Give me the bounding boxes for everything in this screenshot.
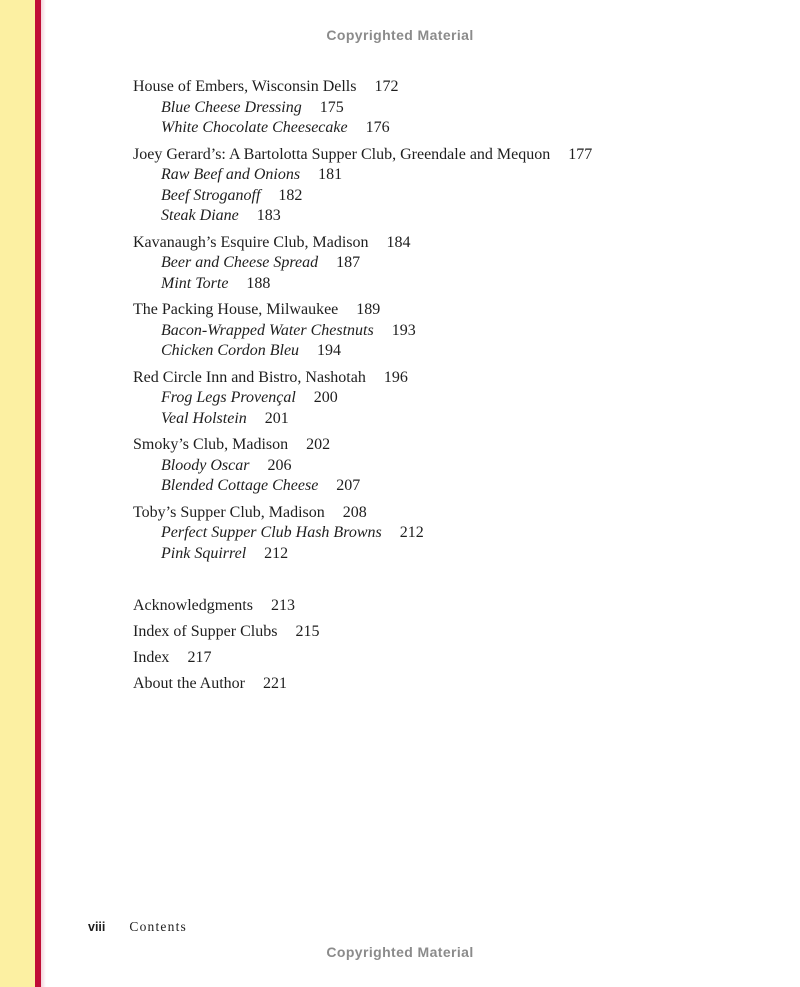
- club-page-number: 172: [374, 78, 399, 95]
- toc-entry-recipe: [133, 523, 770, 544]
- toc-entry-recipe: [133, 253, 770, 274]
- club-name: House of Embers, Wisconsin Dells: [133, 78, 357, 95]
- running-head: Contents: [129, 919, 187, 934]
- recipe-name: Raw Beef and Onions: [161, 166, 301, 183]
- recipe-page-number: 175: [319, 98, 344, 116]
- toc-section: [133, 233, 770, 295]
- club-name: Kavanaugh’s Esquire Club, Madison: [133, 233, 369, 251]
- toc-entry-club: [133, 233, 770, 254]
- toc-entry-back-matter: [133, 671, 770, 697]
- toc-entry-club: [133, 300, 770, 321]
- page-footer: [88, 919, 187, 935]
- recipe-page-number: 194: [317, 342, 342, 359]
- recipe-name: Beef Stroganoff: [161, 186, 261, 204]
- toc-entry-recipe: [133, 274, 770, 295]
- toc-section: [133, 145, 770, 227]
- recipe-page-number: 183: [256, 207, 281, 224]
- toc-section: [133, 503, 770, 565]
- recipe-page-number: 207: [336, 477, 361, 494]
- toc-entry-club: [133, 368, 770, 389]
- toc-entry-recipe: [133, 476, 770, 497]
- recipe-page-number: 187: [336, 254, 361, 271]
- club-name: Joey Gerard’s: A Bartolotta Supper Club, Greendale and Mequon: [133, 145, 551, 163]
- toc-entry-recipe: [133, 165, 770, 186]
- toc-entry-recipe: [133, 321, 770, 342]
- recipe-page-number: 200: [313, 389, 338, 406]
- page-edge-yellow-stripe: [0, 0, 35, 987]
- toc-entry-club: [133, 503, 770, 524]
- club-name: Red Circle Inn and Bistro, Nashotah: [133, 368, 366, 386]
- toc-entry-recipe: [133, 206, 770, 227]
- recipe-name: Chicken Cordon Bleu: [161, 342, 300, 359]
- table-of-contents: [133, 77, 770, 697]
- toc-section: [133, 77, 770, 139]
- club-name: Toby’s Supper Club, Madison: [133, 503, 325, 521]
- recipe-page-number: 181: [318, 166, 343, 183]
- toc-entry-recipe: [133, 544, 770, 565]
- club-page-number: 208: [342, 503, 367, 521]
- toc-entry-back-matter: [133, 593, 770, 619]
- recipe-name: Veal Holstein: [161, 409, 247, 427]
- recipe-name: Beer and Cheese Spread: [161, 254, 319, 271]
- toc-section: [133, 300, 770, 362]
- back-matter-page-number: 221: [263, 675, 287, 692]
- back-matter-title: About the Author: [133, 675, 245, 692]
- toc-section: [133, 368, 770, 430]
- recipe-name: Pink Squirrel: [161, 544, 247, 562]
- recipe-name: Blended Cottage Cheese: [161, 477, 319, 494]
- page-edge-shadow: [41, 0, 46, 987]
- club-name: The Packing House, Milwaukee: [133, 301, 339, 318]
- recipe-page-number: 182: [278, 186, 303, 204]
- copyright-notice-top: Copyrighted Material: [326, 27, 474, 43]
- club-page-number: 189: [356, 301, 381, 318]
- recipe-page-number: 176: [365, 119, 390, 136]
- club-page-number: 196: [383, 368, 408, 386]
- toc-entry-back-matter: [133, 619, 770, 645]
- toc-entry-recipe: [133, 456, 770, 477]
- recipe-page-number: 212: [264, 544, 289, 562]
- toc-section: [133, 435, 770, 497]
- recipe-name: Frog Legs Provençal: [161, 389, 296, 406]
- toc-back-matter: [133, 593, 770, 697]
- club-name: Smoky’s Club, Madison: [133, 436, 289, 453]
- toc-entry-recipe: [133, 186, 770, 207]
- recipe-page-number: 212: [399, 524, 424, 541]
- back-matter-page-number: 217: [187, 649, 212, 666]
- recipe-name: Blue Cheese Dressing: [161, 98, 302, 116]
- toc-entry-recipe: [133, 98, 770, 119]
- back-matter-title: Acknowledgments: [133, 597, 253, 614]
- toc-entry-recipe: [133, 388, 770, 409]
- club-page-number: 177: [568, 145, 593, 163]
- toc-entry-club: [133, 77, 770, 98]
- recipe-name: Bloody Oscar: [161, 456, 250, 474]
- recipe-page-number: 188: [246, 274, 271, 292]
- toc-entry-back-matter: [133, 645, 770, 671]
- recipe-name: Bacon-Wrapped Water Chestnuts: [161, 321, 374, 339]
- toc-sections: [133, 77, 770, 564]
- folio-page-number: viii: [88, 920, 106, 934]
- toc-entry-recipe: [133, 409, 770, 430]
- recipe-name: Steak Diane: [161, 207, 239, 224]
- recipe-page-number: 193: [391, 321, 416, 339]
- toc-entry-club: [133, 145, 770, 166]
- club-page-number: 184: [386, 233, 411, 251]
- back-matter-page-number: 215: [295, 623, 320, 640]
- recipe-name: Mint Torte: [161, 274, 229, 292]
- toc-entry-recipe: [133, 341, 770, 362]
- recipe-name: White Chocolate Cheesecake: [161, 119, 348, 136]
- club-page-number: 202: [306, 436, 331, 453]
- back-matter-title: Index: [133, 649, 170, 666]
- toc-entry-recipe: [133, 118, 770, 139]
- copyright-notice-bottom: Copyrighted Material: [326, 944, 474, 960]
- back-matter-title: Index of Supper Clubs: [133, 623, 278, 640]
- recipe-page-number: 201: [264, 409, 289, 427]
- toc-entry-club: [133, 435, 770, 456]
- recipe-page-number: 206: [267, 456, 292, 474]
- back-matter-page-number: 213: [270, 597, 295, 614]
- recipe-name: Perfect Supper Club Hash Browns: [161, 524, 382, 541]
